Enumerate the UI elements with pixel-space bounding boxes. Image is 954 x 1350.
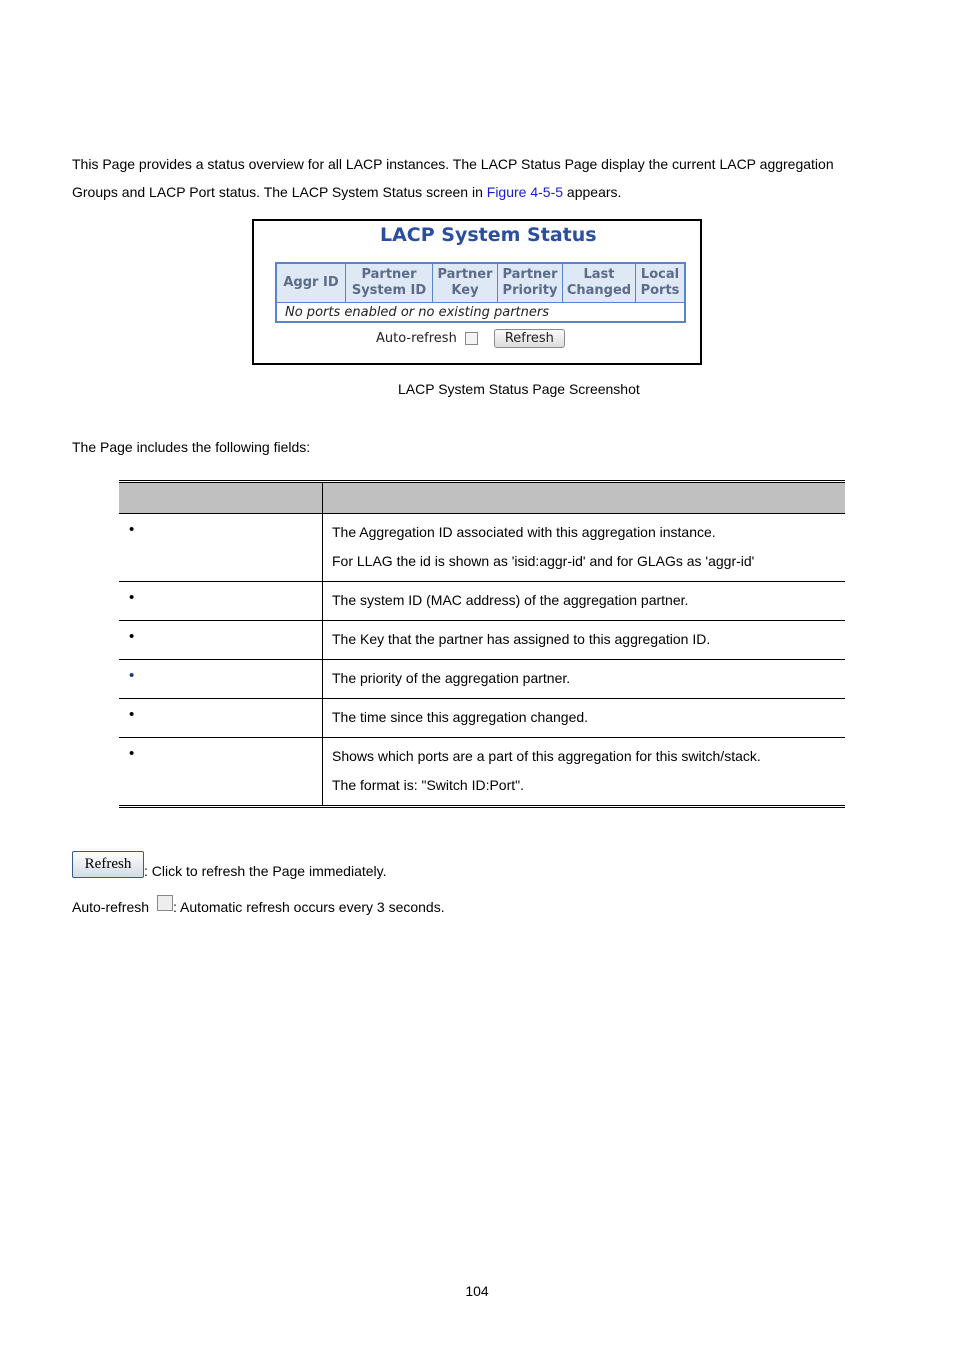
field-row	[119, 738, 845, 807]
screenshot-controls	[376, 329, 565, 348]
field-description-cell	[323, 621, 846, 660]
bullet-icon: •	[129, 745, 135, 762]
autorefresh-description: : Automatic refresh occurs every 3 seconds.	[173, 899, 445, 915]
intro-text: This Page provides a status overview for all LACP instances. The LACP Status Page display the current LACP aggregation Groups and LACP Port status. The LACP System Status screen in	[72, 156, 834, 200]
field-object-cell	[119, 699, 323, 738]
lacp-header-row	[276, 263, 685, 303]
bullet-icon: •	[129, 706, 135, 723]
legend-checkbox-icon[interactable]	[157, 895, 173, 911]
field-object-cell	[119, 621, 323, 660]
header-partner-system-id: Partner System ID	[346, 263, 433, 303]
empty-row	[276, 303, 685, 323]
field-description: The priority of the aggregation partner.	[332, 670, 571, 686]
field-object-cell	[119, 582, 323, 621]
field-row	[119, 660, 845, 699]
field-description: The Key that the partner has assigned to this aggregation ID.	[332, 631, 711, 647]
fields-table	[119, 480, 845, 808]
figure-link[interactable]: Figure 4-5-5	[486, 184, 564, 200]
fields-header-row	[119, 482, 845, 514]
field-object-cell	[119, 738, 323, 807]
legend-refresh-button[interactable]: Refresh	[72, 851, 144, 878]
field-description: The format is: "Switch ID:Port".	[332, 777, 524, 793]
field-object-cell	[119, 514, 323, 582]
header-object	[119, 482, 323, 514]
intro-paragraph	[72, 150, 872, 206]
lacp-status-table	[275, 262, 686, 323]
field-description: The Aggregation ID associated with this aggregation instance.	[332, 524, 716, 540]
empty-row-text: No ports enabled or no existing partners	[285, 304, 549, 320]
lacp-system-status-screenshot	[252, 219, 702, 365]
fields-intro: The Page includes the following fields:	[72, 439, 311, 455]
header-partner-priority: Partner Priority	[498, 263, 563, 303]
field-row	[119, 621, 845, 660]
header-last-changed: Last Changed	[563, 263, 636, 303]
field-object-cell	[119, 660, 323, 699]
header-partner-key: Partner Key	[433, 263, 498, 303]
bullet-icon: •	[129, 667, 135, 684]
intro-text-end: appears.	[563, 184, 622, 200]
refresh-button[interactable]: Refresh	[494, 329, 565, 348]
autorefresh-checkbox[interactable]	[465, 332, 478, 345]
field-description: Shows which ports are a part of this aggregation for this switch/stack.	[332, 748, 761, 764]
refresh-legend	[72, 851, 387, 878]
bullet-icon: •	[129, 628, 135, 645]
figure-caption: LACP System Status Page Screenshot	[398, 381, 640, 397]
bullet-icon: •	[129, 589, 135, 606]
field-description-cell	[323, 582, 846, 621]
field-description-cell	[323, 514, 846, 582]
field-description: For LLAG the id is shown as 'isid:aggr-id' and for GLAGs as 'aggr-id'	[332, 553, 755, 569]
field-row	[119, 582, 845, 621]
field-row	[119, 514, 845, 582]
field-description-cell	[323, 738, 846, 807]
autorefresh-legend	[72, 899, 445, 915]
field-description-cell	[323, 699, 846, 738]
header-description	[323, 482, 846, 514]
field-description: The system ID (MAC address) of the aggregation partner.	[332, 592, 689, 608]
field-row	[119, 699, 845, 738]
bullet-icon: •	[129, 521, 135, 538]
header-aggr-id: Aggr ID	[276, 263, 346, 303]
refresh-description: : Click to refresh the Page immediately.	[144, 863, 387, 879]
legend-autorefresh-label: Auto-refresh	[72, 899, 150, 915]
field-description: The time since this aggregation changed.	[332, 709, 589, 725]
page-number: 104	[465, 1283, 489, 1299]
field-description-cell	[323, 660, 846, 699]
header-local-ports: Local Ports	[636, 263, 686, 303]
screenshot-title: LACP System Status	[380, 224, 597, 246]
autorefresh-label: Auto-refresh	[376, 331, 457, 346]
